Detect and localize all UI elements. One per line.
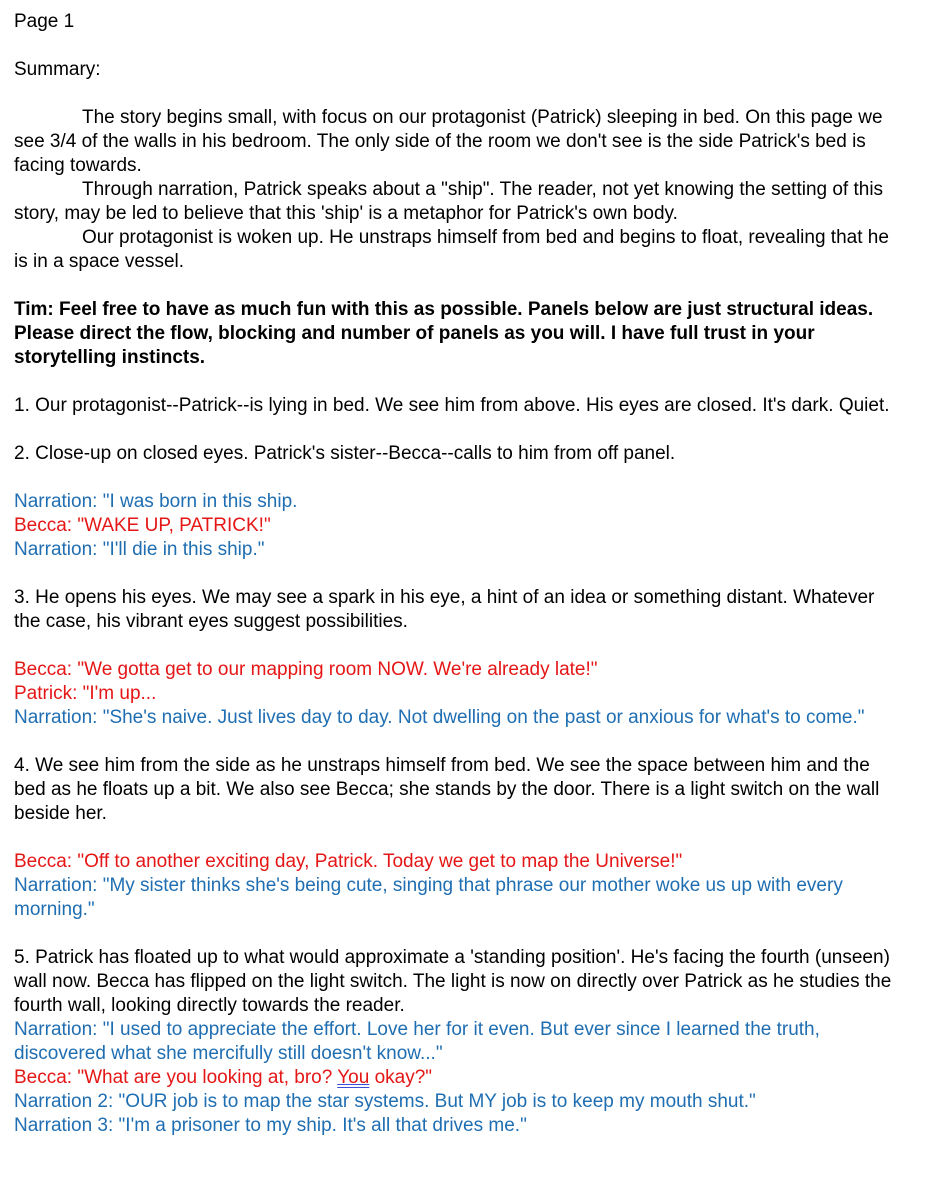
note-to-artist: Tim: Feel free to have as much fun with this as possible. Panels below are just structural ideas. Please direct the flow, blocking and number of panels as you will. I have full trust in your storytelling instincts. (14, 299, 874, 368)
spacer (14, 730, 896, 754)
summary-paragraph: The story begins small, with focus on our protagonist (Patrick) sleeping in bed. On this page we see 3/4 of the walls in his bedroom. The only side of the room we don't see is the side Patrick's bed is facing towards. (14, 107, 883, 176)
summary-heading: Summary: (14, 59, 101, 80)
narration-line: Narration: "I was born in this ship. (14, 491, 298, 512)
panel-4-description: 4. We see him from the side as he unstraps himself from bed. We see the space between him and the bed as he floats up a bit. We also see Becca; she stands by the door. There is a light switch on the wall beside her. (14, 755, 880, 824)
summary-paragraph: Through narration, Patrick speaks about a "ship". The reader, not yet knowing the setting of this story, may be led to believe that this 'ship' is a metaphor for Patrick's own body. (14, 179, 884, 224)
narration-line: Narration: "I used to appreciate the effort. Love her for it even. But ever since I learned the truth, discovered what she mercifully still doesn't know..." (14, 1019, 820, 1064)
becca-line: Becca: "We gotta get to our mapping room NOW. We're already late!" (14, 659, 598, 680)
becca-line-end: okay?" (369, 1067, 433, 1088)
narration-line: Narration: "My sister thinks she's being cute, singing that phrase our mother woke us up with every morning." (14, 875, 843, 920)
page-title: Page 1 (14, 11, 75, 32)
becca-line: Becca: "Off to another exciting day, Patrick. Today we get to map the Universe!" (14, 851, 683, 872)
spacer (14, 82, 896, 106)
spacer (14, 634, 896, 658)
panel-3-description: 3. He opens his eyes. We may see a spark in his eye, a hint of an idea or something distant. Whatever the case, his vibrant eyes suggest possibilities. (14, 587, 875, 632)
becca-line-start: Becca: "What are you looking at, bro? (14, 1067, 338, 1088)
spacer (14, 370, 896, 394)
spacer (14, 562, 896, 586)
narration-line: Narration: "I'll die in this ship." (14, 539, 265, 560)
panel-5-description: 5. Patrick has floated up to what would approximate a 'standing position'. He's facing the fourth (unseen) wall now. Becca has flipped on the light switch. The light is now on directly over Patrick as he studies the fourth wall, looking directly towards the reader. (14, 947, 892, 1016)
panel-1-description: 1. Our protagonist--Patrick--is lying in bed. We see him from above. His eyes are closed. It's dark. Quiet. (14, 395, 890, 416)
narration-line: Narration: "She's naive. Just lives day to day. Not dwelling on the past or anxious for what's to come." (14, 707, 865, 728)
patrick-line: Patrick: "I'm up... (14, 683, 157, 704)
becca-line (14, 1066, 896, 1090)
becca-line: Becca: "WAKE UP, PATRICK!" (14, 515, 271, 536)
spacer (14, 274, 896, 298)
narration-2-line: Narration 2: "OUR job is to map the star systems. But MY job is to keep my mouth shut." (14, 1091, 756, 1112)
spellcheck-word[interactable]: You (337, 1067, 370, 1088)
summary-paragraph: Our protagonist is woken up. He unstraps himself from bed and begins to float, revealing that he is in a space vessel. (14, 227, 889, 272)
spacer (14, 922, 896, 946)
panel-2-description: 2. Close-up on closed eyes. Patrick's sister--Becca--calls to him from off panel. (14, 443, 676, 464)
narration-3-line: Narration 3: "I'm a prisoner to my ship. It's all that drives me." (14, 1115, 527, 1136)
spacer (14, 826, 896, 850)
spacer (14, 34, 896, 58)
spacer (14, 466, 896, 490)
spacer (14, 418, 896, 442)
